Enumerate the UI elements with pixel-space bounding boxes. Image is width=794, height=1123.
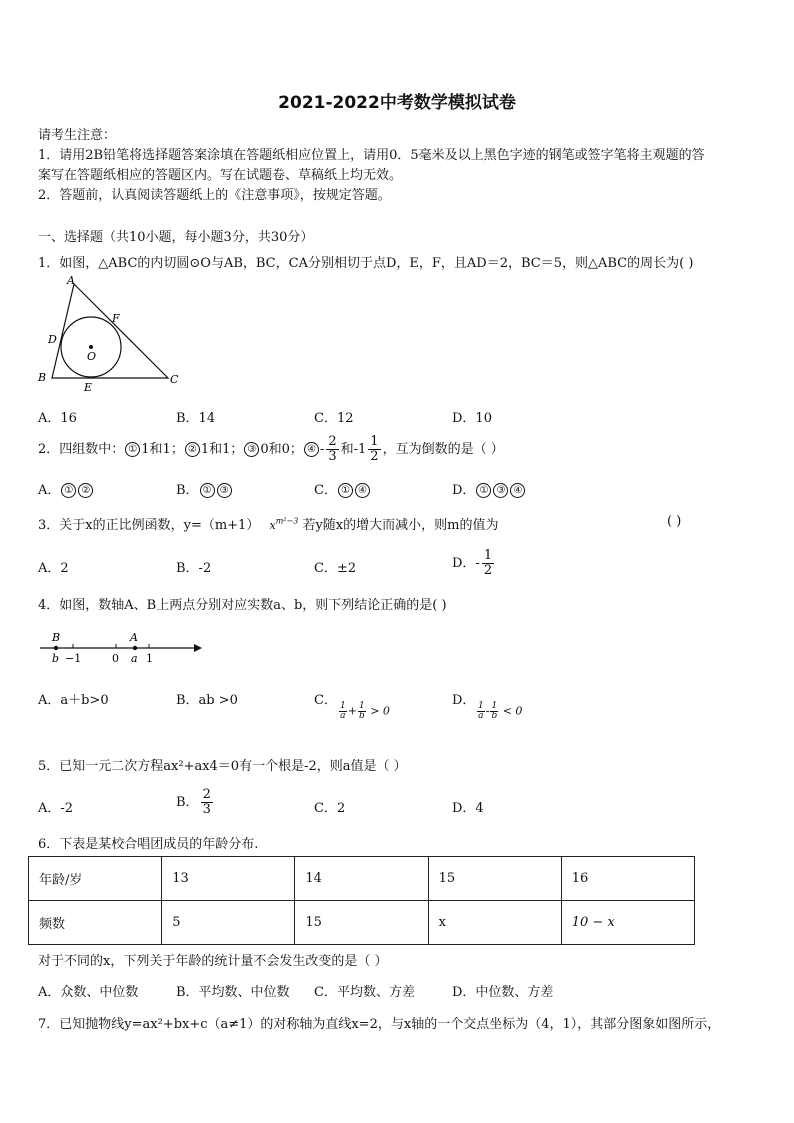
table-row xyxy=(29,901,695,945)
circled-2: ② xyxy=(78,483,93,498)
circled-1: ① xyxy=(200,483,215,498)
age-distribution-table xyxy=(28,856,695,945)
circled-1: ① xyxy=(338,483,353,498)
notice-heading: 请考生注意： xyxy=(38,128,117,143)
label-b-lower: b xyxy=(52,652,60,665)
table-cell: 15 xyxy=(295,901,428,945)
circled-4: ④ xyxy=(510,483,525,498)
q2-fraction-1 xyxy=(326,435,338,464)
q1-option-c: C．12 xyxy=(314,411,354,426)
denominator: b xyxy=(491,711,498,721)
option-letter: B． xyxy=(176,795,199,810)
label-minus-one: −1 xyxy=(65,652,82,665)
q2-option-b xyxy=(176,479,233,498)
q4-stem: 4．如图，数轴A、B上两点分别对应实数a、b，则下列结论正确的是( ) xyxy=(38,598,447,613)
denominator: 2 xyxy=(370,449,379,464)
numerator: 1 xyxy=(478,701,484,711)
numerator: 2 xyxy=(328,434,337,449)
q6-stem: 6．下表是某校合唱团成员的年龄分布. xyxy=(38,837,259,852)
q1-option-a: A．16 xyxy=(38,411,77,426)
q4-option-d: D． xyxy=(452,693,476,708)
notice-line-1: 1．请用2B铅笔将选择题答案涂填在答题纸相应位置上，请用0．5毫米及以上黑色字迹的钢笔或签字笔将主观题的答 xyxy=(38,148,705,163)
operator: + xyxy=(347,704,357,718)
q5-option-a: A．-2 xyxy=(38,801,74,816)
q1-stem: 1．如图，△ABC的内切圆⊙O与AB，BC，CA分别相切于点D，E，F，且AD＝2，BC＝5，则△ABC的周长为( ) xyxy=(38,256,694,271)
table-row xyxy=(29,857,695,901)
q4-expression-c xyxy=(338,702,390,721)
q3-fraction xyxy=(482,549,494,578)
q2-option-d xyxy=(452,479,526,498)
q2-group-1: 1和1； xyxy=(141,442,184,457)
label-zero: 0 xyxy=(112,652,119,665)
option-letter: D． xyxy=(452,483,476,498)
table-cell: x xyxy=(428,901,561,945)
q2-fraction-2 xyxy=(368,435,380,464)
q4-option-b: B．ab >0 xyxy=(176,693,238,708)
numerator: 1 xyxy=(483,548,493,563)
q5-option-c: C．2 xyxy=(314,801,346,816)
label-f: F xyxy=(112,312,120,325)
operator: - xyxy=(485,704,490,718)
table-cell: 14 xyxy=(295,857,428,901)
numerator: 1 xyxy=(358,701,365,711)
denominator: b xyxy=(358,711,365,721)
option-letter: B． xyxy=(176,483,199,498)
denominator: 3 xyxy=(328,449,337,464)
q6-option-c: C．平均数、方差 xyxy=(314,985,415,1000)
table-cell: 13 xyxy=(162,857,295,901)
fraction-1-over-a xyxy=(477,702,485,721)
q2-group-3: 0和0； xyxy=(260,442,303,457)
notice-line-2: 案写在答题纸相应的答题区内。写在试题卷、草稿纸上均无效。 xyxy=(38,168,403,183)
table-cell: 16 xyxy=(561,857,694,901)
point-a xyxy=(133,646,137,650)
q5-option-b xyxy=(176,785,215,821)
point-b xyxy=(54,646,58,650)
q2-group-4-minus: - xyxy=(319,442,325,457)
option-text: D．- xyxy=(452,556,480,571)
circled-4: ④ xyxy=(355,483,370,498)
q3-stem xyxy=(38,514,498,533)
table-cell: 10 − x xyxy=(561,901,694,945)
q1-triangle-figure xyxy=(34,272,194,398)
q2-option-c xyxy=(314,479,371,498)
label-b: B xyxy=(38,371,47,384)
section-heading: 一、选择题（共10小题，每小题3分，共30分） xyxy=(38,230,314,245)
q3-option-a: A．2 xyxy=(38,561,69,576)
notice-line-3: 2．答题前，认真阅读答题纸上的《注意事项》，按规定答题。 xyxy=(38,188,391,203)
q6-option-d: D．中位数、方差 xyxy=(452,985,554,1000)
label-d: D xyxy=(48,333,57,346)
q3-base: x xyxy=(269,519,276,532)
q1-option-d: D．10 xyxy=(452,411,492,426)
circled-3: ③ xyxy=(244,442,259,457)
q3-answer-paren: ( ) xyxy=(667,514,682,529)
circled-1: ① xyxy=(61,483,76,498)
q4-option-a: A．a＋b>0 xyxy=(38,693,109,708)
q4-expression-d xyxy=(476,702,522,721)
page-title: 2021-2022中考数学模拟试卷 xyxy=(278,93,516,113)
label-a-lower: a xyxy=(131,652,138,665)
q2-suffix: ，互为倒数的是（ ） xyxy=(382,442,504,457)
numerator: 1 xyxy=(340,701,346,711)
q4-number-line xyxy=(34,628,204,668)
q7-stem: 7．已知抛物线y=ax²+bx+c（a≠1）的对称轴为直线x=2，与x轴的一个交点坐标为（4，1），其部分图象如图所示， xyxy=(38,1017,721,1032)
option-letter: A． xyxy=(38,483,61,498)
q2-group-4-and: 和-1 xyxy=(340,442,367,457)
q1-option-b: B．14 xyxy=(176,411,216,426)
q3-option-c: C．±2 xyxy=(314,561,357,576)
comparison: < 0 xyxy=(502,704,523,718)
q2-stem xyxy=(38,432,504,468)
axis-arrow xyxy=(194,644,202,652)
center-point xyxy=(89,345,93,349)
q5-fraction xyxy=(201,788,213,817)
q5-option-d: D．4 xyxy=(452,801,484,816)
label-a-upper: A xyxy=(130,631,138,644)
fraction-1-over-a xyxy=(339,702,347,721)
q2-group-2: 1和1； xyxy=(200,442,244,457)
q6-option-a: A．众数、中位数 xyxy=(38,985,139,1000)
table-cell: 15 xyxy=(428,857,561,901)
q6-option-b: B．平均数、中位数 xyxy=(176,985,290,1000)
circled-3: ③ xyxy=(217,483,232,498)
q2-option-a xyxy=(38,479,94,498)
denominator: a xyxy=(478,711,484,721)
numerator: 1 xyxy=(491,701,498,711)
q5-stem: 5．已知一元二次方程ax²+ax4＝0有一个根是-2，则a值是（ ） xyxy=(38,759,407,774)
q2-prefix: 2．四组数中： xyxy=(38,442,125,457)
q3-stem-start: 3．关于x的正比例函数，y=（m+1） xyxy=(38,518,260,533)
label-o: O xyxy=(87,350,97,363)
label-b-upper: B xyxy=(52,631,61,644)
table-cell: 年龄/岁 xyxy=(29,857,162,901)
table-cell: 频数 xyxy=(29,901,162,945)
label-c: C xyxy=(170,373,179,386)
circled-1: ① xyxy=(476,483,491,498)
circled-2: ② xyxy=(185,442,200,457)
label-e: E xyxy=(84,381,93,394)
q3-stem-end: 若y随x的增大而减小，则m的值为 xyxy=(302,518,499,533)
label-one: 1 xyxy=(146,652,153,665)
circled-4: ④ xyxy=(304,442,319,457)
label-a: A xyxy=(67,274,75,287)
circled-3: ③ xyxy=(493,483,508,498)
q4-option-c: C． xyxy=(314,693,337,708)
triangle-abc xyxy=(52,284,168,378)
q3-option-b: B．-2 xyxy=(176,561,212,576)
q3-option-d xyxy=(452,546,496,582)
numerator: 1 xyxy=(370,434,379,449)
numerator: 2 xyxy=(202,787,211,802)
q6-question: 对于不同的x，下列关于年龄的统计量不会发生改变的是（ ） xyxy=(38,954,388,969)
denominator: a xyxy=(340,711,346,721)
denominator: 3 xyxy=(202,802,211,817)
option-letter: C． xyxy=(314,483,337,498)
circled-1: ① xyxy=(125,442,140,457)
fraction-1-over-b xyxy=(358,702,366,721)
fraction-1-over-b xyxy=(490,702,498,721)
denominator: 2 xyxy=(483,563,493,578)
q3-exponent: m²−3 xyxy=(275,516,299,526)
table-cell: 5 xyxy=(162,901,295,945)
comparison: > 0 xyxy=(370,704,390,718)
